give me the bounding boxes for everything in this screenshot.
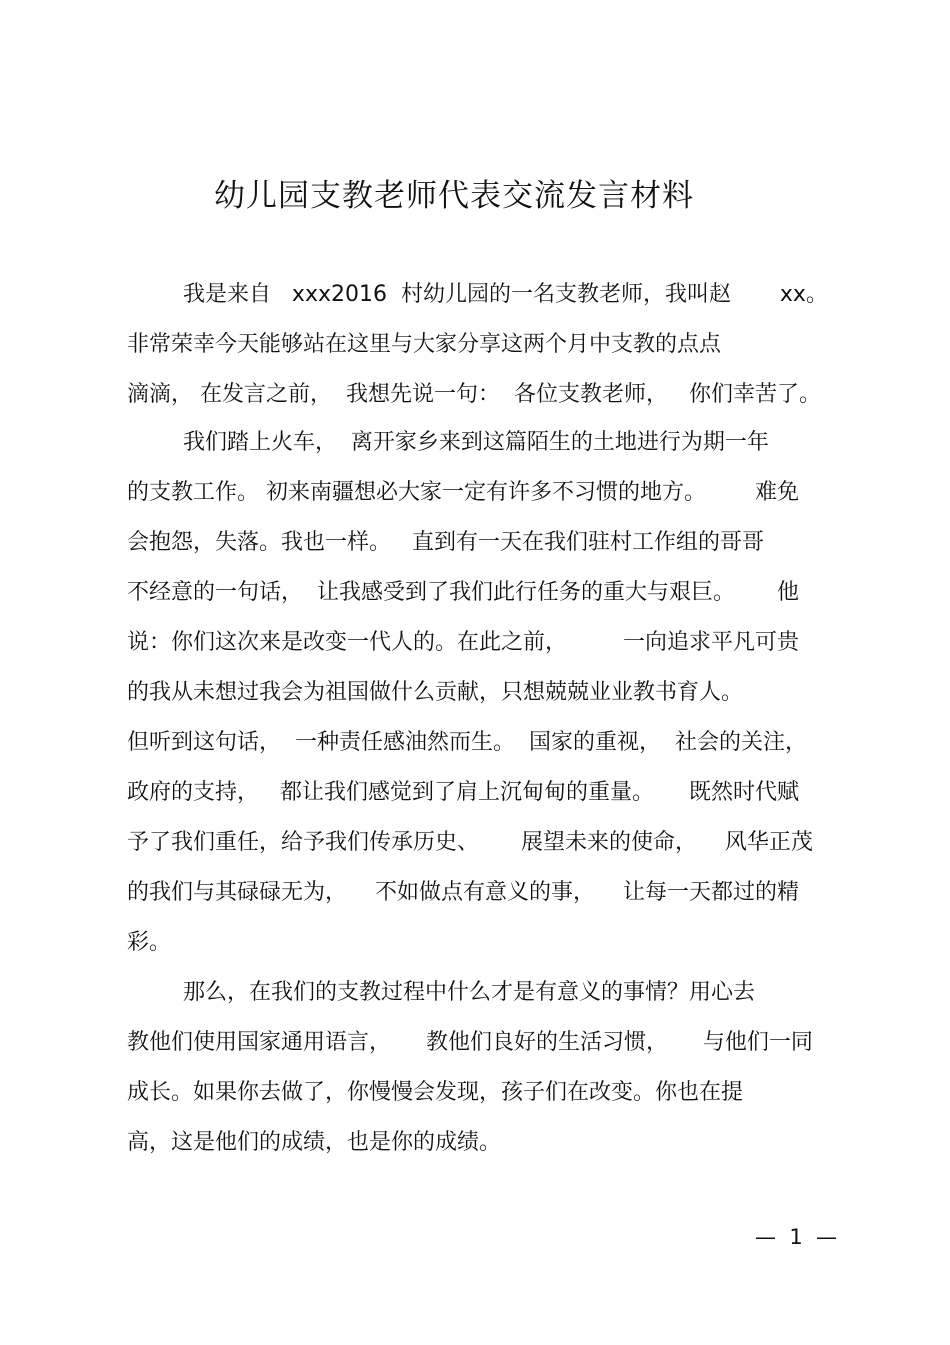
body-line: 不经意的一句话， 让我感受到了我们此行任务的重大与艰巨。 他 (127, 580, 799, 605)
body-line: 说：你们这次来是改变一代人的。在此之前， 一向追求平凡可贵 (127, 630, 799, 655)
body-line: 会抱怨，失落。我也一样。 直到有一天在我们驻村工作组的哥哥 (127, 530, 764, 555)
body-line: 非常荣幸今天能够站在这里与大家分享这两个月中支教的点点 (127, 332, 722, 357)
body-line: 政府的支持， 都让我们感觉到了肩上沉甸甸的重量。 既然时代赋 (127, 780, 799, 805)
body-line: 高，这是他们的成绩，也是你的成绩。 (127, 1130, 502, 1155)
body-line: 予了我们重任，给予我们传承历史、 展望未来的使命， 风华正茂 (127, 830, 813, 855)
body-line: 那么，在我们的支教过程中什么才是有意义的事情？用心去 (127, 980, 755, 1005)
body-line: 我是来自 xxx2016 村幼儿园的一名支教老师，我叫赵 xx。 (127, 282, 828, 307)
body-line: 滴滴， 在发言之前， 我想先说一句： 各位支教老师， 你们幸苦了。 (127, 382, 821, 407)
body-line: 成长。如果你去做了，你慢慢会发现，孩子们在改变。你也在提 (127, 1080, 744, 1105)
body-line: 教他们使用国家通用语言， 教他们良好的生活习惯， 与他们一同 (127, 1030, 813, 1055)
document-title: 幼儿园支教老师代表交流发言材料 (214, 178, 694, 214)
body-line: 的我们与其碌碌无为， 不如做点有意义的事， 让每一天都过的精 (127, 880, 799, 905)
body-line: 我们踏上火车， 离开家乡来到这篇陌生的土地进行为期一年 (127, 430, 769, 455)
page-number: — 1 — (755, 1225, 838, 1249)
body-line: 彩。 (127, 930, 172, 955)
body-line: 的支教工作。 初来南疆想必大家一定有许多不习惯的地方。 难免 (127, 480, 799, 505)
body-line: 的我从未想过我会为祖国做什么贡献，只想兢兢业业教书育人。 (127, 680, 744, 705)
body-line: 但听到这句话， 一种责任感油然而生。 国家的重视， 社会的关注， (127, 730, 807, 755)
